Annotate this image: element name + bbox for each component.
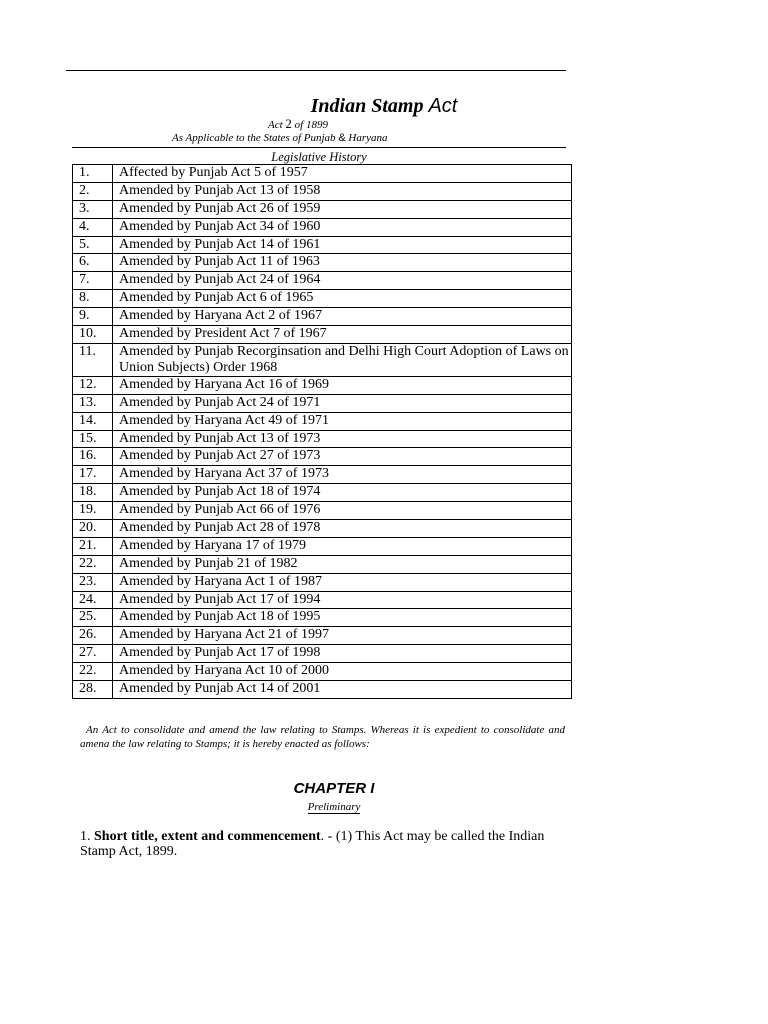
row-description: Amended by Punjab Act 13 of 1973 <box>113 430 572 448</box>
section-1 <box>80 829 565 859</box>
row-description: Amended by Punjab Act 14 of 2001 <box>113 681 572 699</box>
row-description: Amended by Punjab 21 of 1982 <box>113 555 572 573</box>
table-row <box>73 182 572 200</box>
table-row <box>73 430 572 448</box>
table-row <box>73 272 572 290</box>
row-description: Amended by Punjab Act 66 of 1976 <box>113 502 572 520</box>
row-number: 25. <box>73 609 113 627</box>
row-number: 19. <box>73 502 113 520</box>
row-number: 6. <box>73 254 113 272</box>
row-number: 18. <box>73 484 113 502</box>
section-heading: Short title, extent and commencement <box>94 829 321 844</box>
table-row <box>73 290 572 308</box>
table-row <box>73 573 572 591</box>
row-number: 15. <box>73 430 113 448</box>
table-row <box>73 555 572 573</box>
row-description: Amended by Punjab Act 11 of 1963 <box>113 254 572 272</box>
table-row <box>73 254 572 272</box>
row-number: 5. <box>73 236 113 254</box>
row-description: Amended by Haryana 17 of 1979 <box>113 537 572 555</box>
page-title <box>0 94 768 118</box>
chapter-heading: CHAPTER I <box>293 780 375 797</box>
row-number: 22. <box>73 663 113 681</box>
row-description: Amended by Punjab Act 34 of 1960 <box>113 218 572 236</box>
row-description: Amended by Punjab Act 24 of 1971 <box>113 394 572 412</box>
table-row <box>73 466 572 484</box>
row-description: Amended by Haryana Act 1 of 1987 <box>113 573 572 591</box>
row-description: Amended by Punjab Act 14 of 1961 <box>113 236 572 254</box>
row-description: Amended by Punjab Act 17 of 1994 <box>113 591 572 609</box>
row-number: 14. <box>73 412 113 430</box>
table-row <box>73 663 572 681</box>
row-description: Amended by Haryana Act 2 of 1967 <box>113 308 572 326</box>
row-number: 27. <box>73 645 113 663</box>
table-row <box>73 218 572 236</box>
row-description: Amended by Haryana Act 49 of 1971 <box>113 412 572 430</box>
row-description: Amended by Punjab Act 26 of 1959 <box>113 200 572 218</box>
row-number: 13. <box>73 394 113 412</box>
row-number: 20. <box>73 520 113 538</box>
row-description: Amended by Haryana Act 10 of 2000 <box>113 663 572 681</box>
row-number: 16. <box>73 448 113 466</box>
table-row <box>73 627 572 645</box>
row-description: Amended by Punjab Act 27 of 1973 <box>113 448 572 466</box>
row-description: Amended by President Act 7 of 1967 <box>113 326 572 344</box>
table-row <box>73 394 572 412</box>
table-row <box>73 376 572 394</box>
table-row <box>73 448 572 466</box>
row-description: Amended by Punjab Act 13 of 1958 <box>113 182 572 200</box>
act-number-line: Act 2 of 1899 <box>268 116 328 131</box>
row-description: Amended by Haryana Act 37 of 1973 <box>113 466 572 484</box>
row-description: Amended by Punjab Act 18 of 1995 <box>113 609 572 627</box>
row-description: Amended by Punjab Act 24 of 1964 <box>113 272 572 290</box>
table-row <box>73 200 572 218</box>
history-table-body <box>73 165 572 699</box>
row-number: 10. <box>73 326 113 344</box>
section-number: 1. <box>80 829 94 844</box>
row-description: Amended by Haryana Act 16 of 1969 <box>113 376 572 394</box>
table-row <box>73 645 572 663</box>
row-number: 28. <box>73 681 113 699</box>
table-row <box>73 609 572 627</box>
preamble: An Act to consolidate and amend the law relating to Stamps. Whereas it is expedient to consolidate and amena the law relating to Stamps; it is hereby enacted as follows: <box>80 724 565 750</box>
row-number: 7. <box>73 272 113 290</box>
title-main: Indian Stamp <box>310 95 429 117</box>
row-number: 2. <box>73 182 113 200</box>
row-description: Amended by Punjab Act 17 of 1998 <box>113 645 572 663</box>
row-description: Amended by Punjab Act 28 of 1978 <box>113 520 572 538</box>
table-row <box>73 681 572 699</box>
title-act-word: Act <box>428 95 458 117</box>
table-row <box>73 412 572 430</box>
row-description: Amended by Punjab Recorginsation and Delhi High Court Adoption of Laws on Union Subjects) Order 1968 <box>113 343 572 376</box>
row-description: Amended by Haryana Act 21 of 1997 <box>113 627 572 645</box>
row-number: 9. <box>73 308 113 326</box>
table-row <box>73 343 572 376</box>
table-row <box>73 484 572 502</box>
chapter-subheading: Preliminary <box>307 801 361 813</box>
table-row <box>73 326 572 344</box>
row-description: Affected by Punjab Act 5 of 1957 <box>113 165 572 183</box>
table-row <box>73 165 572 183</box>
row-number: 17. <box>73 466 113 484</box>
row-number: 24. <box>73 591 113 609</box>
row-number: 22. <box>73 555 113 573</box>
table-row <box>73 236 572 254</box>
section-text: . - (1) This Act may be called the Indian Stamp Act, 1899. <box>80 829 545 859</box>
row-number: 1. <box>73 165 113 183</box>
table-row <box>73 591 572 609</box>
table-row <box>73 308 572 326</box>
applicable-states-line: As Applicable to the States of Punjab & Haryana <box>172 132 388 144</box>
legislative-history-table <box>72 164 572 699</box>
table-row <box>73 520 572 538</box>
row-number: 21. <box>73 537 113 555</box>
legislative-history-label: Legislative History <box>72 147 566 165</box>
row-number: 4. <box>73 218 113 236</box>
top-rule <box>66 70 566 71</box>
row-number: 3. <box>73 200 113 218</box>
table-row <box>73 502 572 520</box>
row-description: Amended by Punjab Act 18 of 1974 <box>113 484 572 502</box>
table-row <box>73 537 572 555</box>
row-number: 11. <box>73 343 113 376</box>
row-number: 8. <box>73 290 113 308</box>
row-description: Amended by Punjab Act 6 of 1965 <box>113 290 572 308</box>
row-number: 12. <box>73 376 113 394</box>
row-number: 23. <box>73 573 113 591</box>
row-number: 26. <box>73 627 113 645</box>
act-number: 2 <box>285 116 292 131</box>
